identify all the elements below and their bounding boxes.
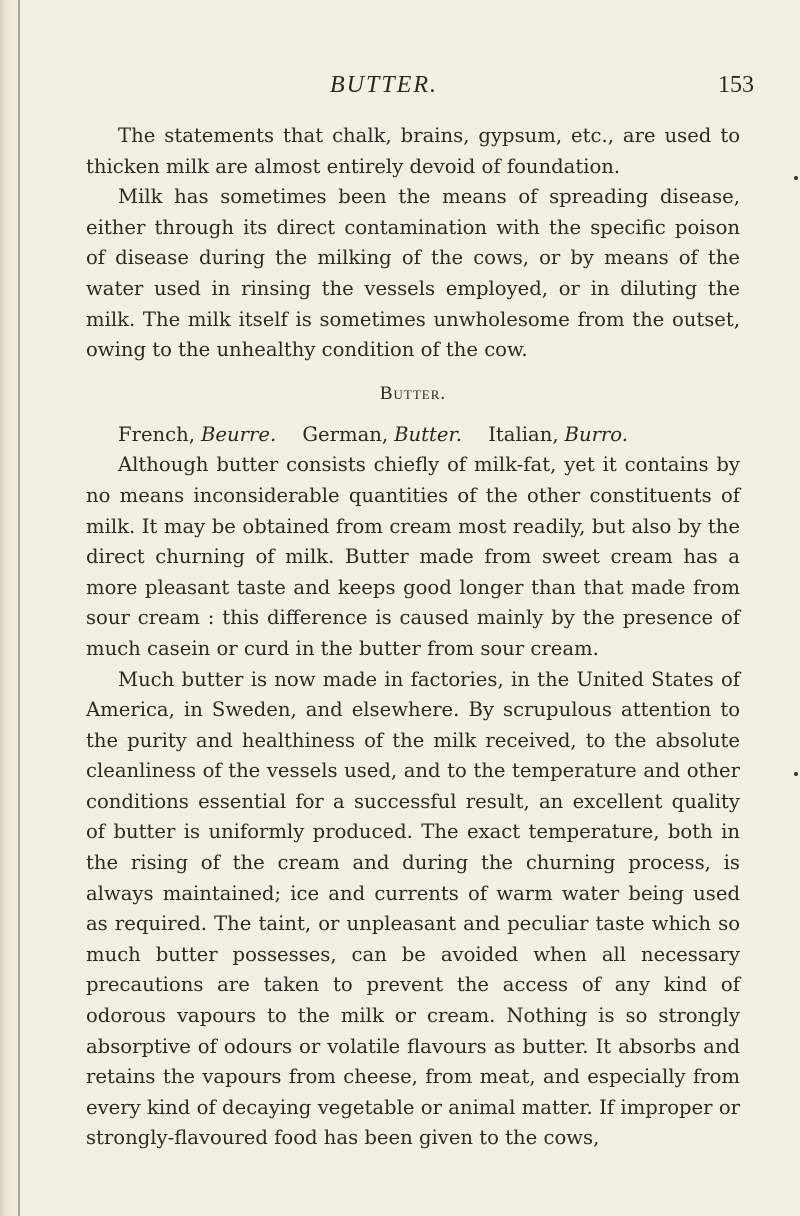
paragraph-chalk-claims: The statements that chalk, brains, gypsum, etc., are used to thicken milk are almost entirely devoid of foundation.: [86, 124, 740, 178]
body-text: [86, 121, 740, 1154]
paragraph-milk-disease: Milk has sometimes been the means of spreading disease, either through its direct contamination with the specific poison of disease during the milking of the cows, or by means of the water used in rinsing the vessels employed, or in diluting the milk. The milk itself is sometimes unwholesome from the outset, owing to the unhealthy condition of the cow.: [86, 185, 740, 362]
french-term: Beurre.: [201, 422, 277, 446]
foreign-names-line: [86, 420, 740, 451]
german-term: Butter.: [394, 422, 462, 446]
margin-speck: [794, 772, 798, 776]
page-gutter-edge: [18, 0, 20, 1216]
paragraph-butter-composition: Although butter consists chiefly of milk-fat, yet it contains by no means inconsiderable quantities of the other constituents of milk. It may be obtained from cream most readily, but also by the direct churning of milk. Butter made from sweet cream has a more pleasant taste and keeps good longer than that made from sour cream : this difference is caused mainly by the presence of much casein or curd in the butter from sour cream.: [86, 453, 740, 660]
page-number: 153: [718, 72, 754, 98]
french-label: French,: [118, 422, 195, 446]
margin-speck: [794, 176, 798, 180]
german-label: German,: [302, 422, 389, 446]
running-head: [0, 72, 800, 106]
italian-label: Italian,: [488, 422, 559, 446]
section-heading-butter: Butter.: [379, 382, 447, 404]
running-title: BUTTER.: [330, 72, 439, 98]
paragraph-factory-butter: Much butter is now made in factories, in the United States of America, in Sweden, and elsewhere. By scrupulous attention to the purity and healthiness of the milk received, to the absolute cleanliness of the vessels used, and to the temperature and other conditions essential for a successful result, an excellent quality of butter is uniformly produced. The exact temperature, both in the rising of the cream and during the churning process, is always maintained; ice and currents of warm water being used as required. The taint, or unpleasant and peculiar taste which so much butter possesses, can be avoided when all necessary precautions are taken to prevent the access of any kind of odorous vapours to the milk or cream. Nothing is so strongly absorptive of odours or volatile flavours as butter. It absorbs and retains the vapours from cheese, from meat, and especially from every kind of decaying vegetable or animal matter. If improper or strongly-flavoured food has been given to the cows,: [86, 667, 740, 1150]
italian-term: Burro.: [564, 422, 628, 446]
